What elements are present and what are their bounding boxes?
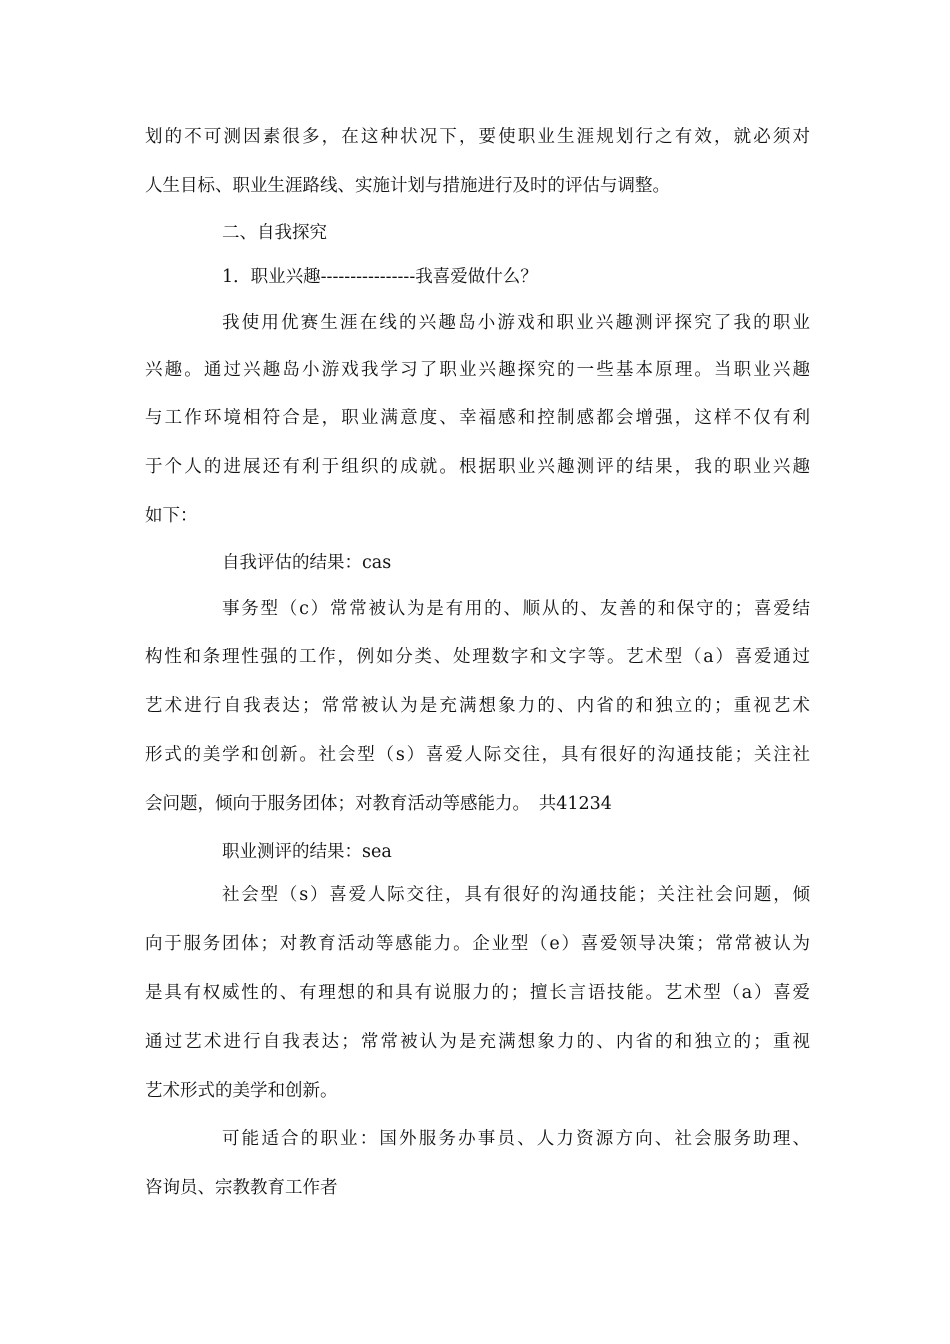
paragraph-line: 咨询员、宗教教育工作者 [145,1178,338,1198]
paragraph-line: 是具有权威性的、有理想的和具有说服力的；擅长言语技能。艺术型（a）喜爱 [145,983,810,1003]
paragraph-line: 构性和条理性强的工作，例如分类、处理数字和文字等。艺术型（a）喜爱通过 [145,647,810,667]
paragraph-line: 艺术进行自我表达；常常被认为是充满想象力的、内省的和独立的；重视艺术 [145,696,810,716]
paragraph-line: 人生目标、职业生涯路线、实施计划与措施进行及时的评估与调整。 [145,176,670,196]
result-label: 自我评估的结果：cas [222,553,392,573]
paragraph-line: 如下： [145,506,198,526]
subsection-heading: 1．职业兴趣----------------我喜爱做什么？ [222,267,538,287]
paragraph-line: 可能适合的职业：国外服务办事员、人力资源方向、社会服务助理、 [222,1129,810,1149]
section-heading: 二、自我探究 [222,223,327,243]
paragraph-line: 于个人的进展还有利于组织的成就。根据职业兴趣测评的结果，我的职业兴趣 [145,457,810,477]
paragraph-line: 通过艺术进行自我表达；常常被认为是充满想象力的、内省的和独立的；重视 [145,1032,810,1052]
paragraph-line: 我使用优赛生涯在线的兴趣岛小游戏和职业兴趣测评探究了我的职业 [222,313,810,333]
paragraph-line: 兴趣。通过兴趣岛小游戏我学习了职业兴趣探究的一些基本原理。当职业兴趣 [145,360,810,380]
paragraph-line: 向于服务团体；对教育活动等感能力。企业型（e）喜爱领导决策；常常被认为 [145,934,810,954]
paragraph-line: 事务型（c）常常被认为是有用的、顺从的、友善的和保守的；喜爱结 [222,599,810,619]
paragraph-line: 会问题，倾向于服务团体；对教育活动等感能力。 共41234 [145,794,612,814]
paragraph-line: 划的不可测因素很多，在这种状况下，要使职业生涯规划行之有效，就必须对 [145,127,810,147]
paragraph-line: 与工作环境相符合是，职业满意度、幸福感和控制感都会增强，这样不仅有利 [145,408,810,428]
paragraph-line: 形式的美学和创新。社会型（s）喜爱人际交往，具有很好的沟通技能；关注社 [145,745,810,765]
result-label: 职业测评的结果：sea [222,842,392,862]
paragraph-line: 社会型（s）喜爱人际交往，具有很好的沟通技能；关注社会问题，倾 [222,885,810,905]
paragraph-line: 艺术形式的美学和创新。 [145,1081,338,1101]
